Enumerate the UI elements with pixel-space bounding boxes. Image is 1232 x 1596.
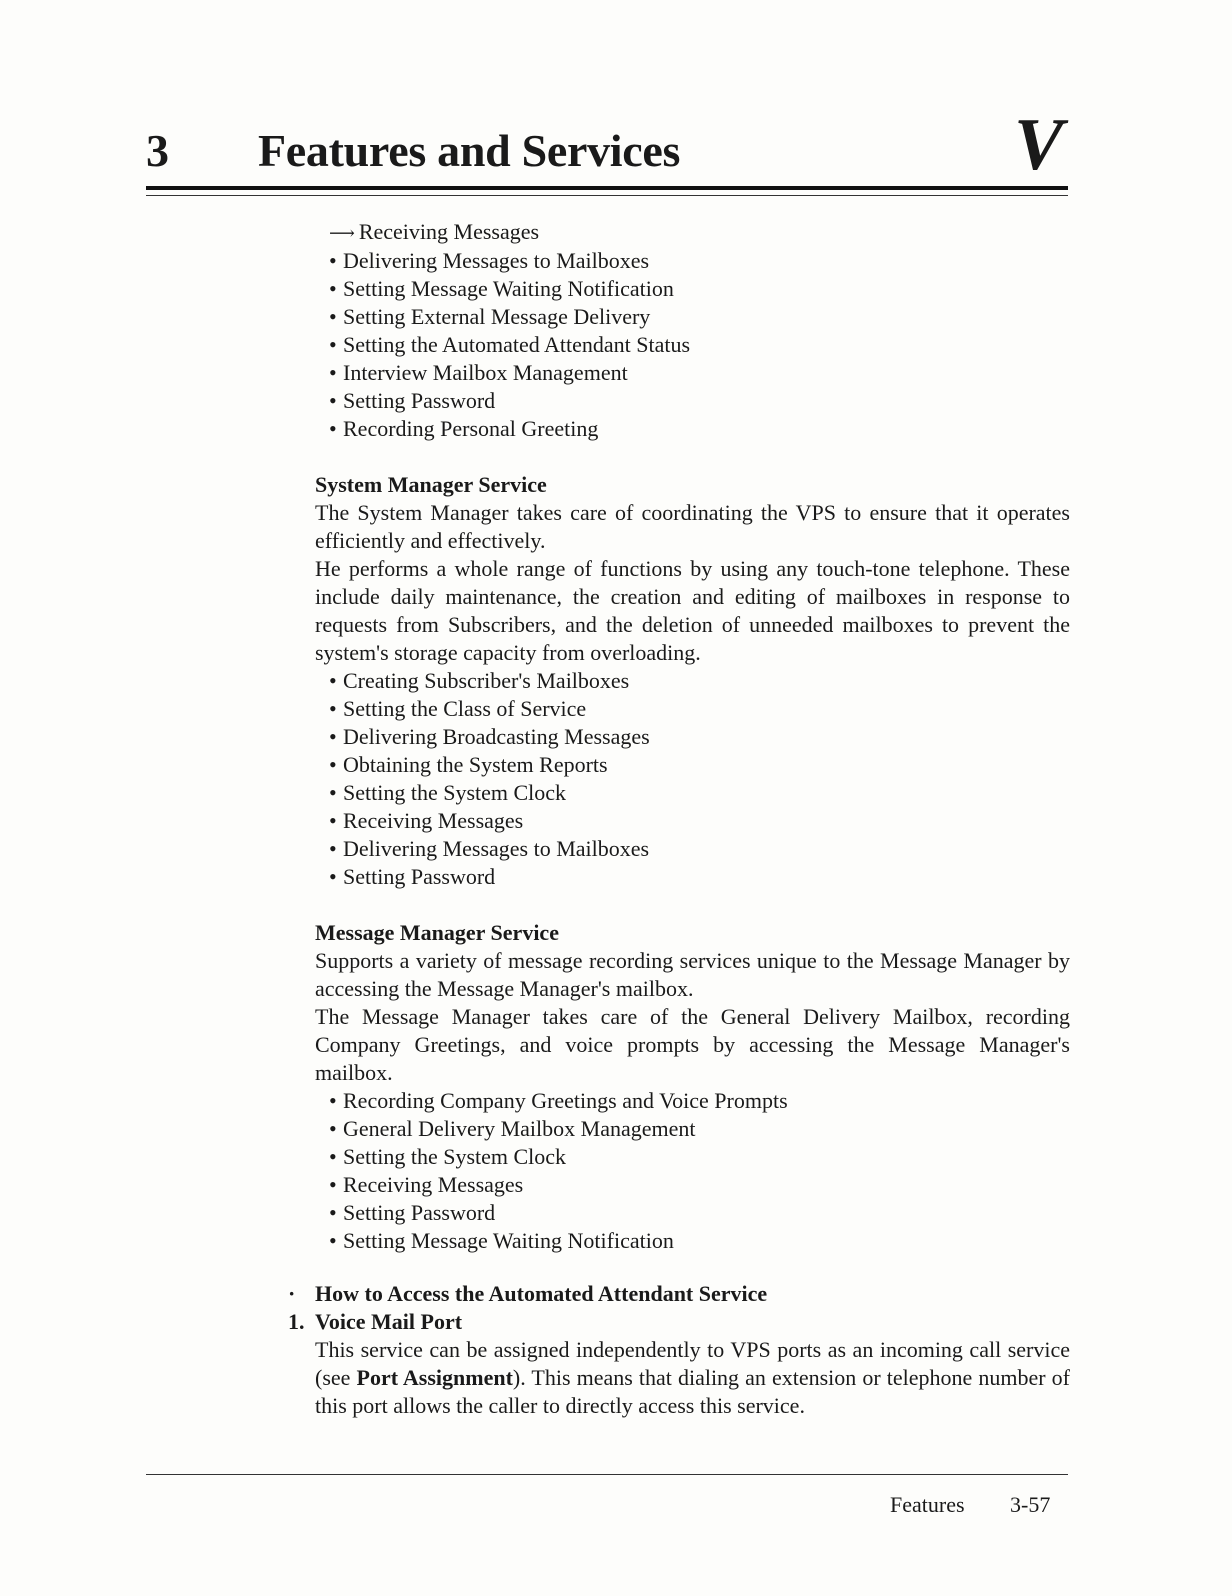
list-item <box>315 275 1070 303</box>
bullet-icon: • <box>329 388 337 413</box>
header-rule-thin <box>146 195 1068 196</box>
voice-mail-port-heading <box>288 1308 1070 1336</box>
chapter-number: 3 <box>146 125 169 176</box>
system-manager-list <box>315 667 1070 891</box>
list-item <box>315 1087 1070 1115</box>
list-item <box>315 303 1070 331</box>
list-item-text: Setting Password <box>343 388 496 413</box>
list-item-text: Creating Subscriber's Mailboxes <box>343 668 630 693</box>
system-manager-para-1: The System Manager takes care of coordinating the VPS to ensure that it operates efficiently and effectively. <box>315 500 1070 553</box>
item-number: 1. <box>288 1309 305 1334</box>
list-item-text: Setting the System Clock <box>343 780 567 805</box>
list-item-text: Delivering Messages to Mailboxes <box>343 836 650 861</box>
bullet-icon: • <box>329 696 337 721</box>
list-item-text: Receiving Messages <box>343 1172 524 1197</box>
bullet-icon: • <box>329 1172 337 1197</box>
list-item-text: Setting Message Waiting Notification <box>343 276 674 301</box>
list-item-text: Delivering Broadcasting Messages <box>343 724 650 749</box>
list-item-text: Setting External Message Delivery <box>343 304 651 329</box>
list-item-text: Setting the Automated Attendant Status <box>343 332 691 357</box>
message-manager-para-2: The Message Manager takes care of the General Delivery Mailbox, recording Company Greetings, and voice prompts by accessing the Message Manager's mailbox. <box>315 1004 1070 1085</box>
list-item <box>315 695 1070 723</box>
access-bullet: · <box>288 1281 296 1306</box>
list-item <box>315 415 1070 443</box>
list-item-text: General Delivery Mailbox Management <box>343 1116 696 1141</box>
list-item <box>315 863 1070 891</box>
bullet-icon: • <box>329 304 337 329</box>
list-item <box>315 807 1070 835</box>
list-item <box>315 723 1070 751</box>
list-item <box>315 359 1070 387</box>
header-rule-thick <box>146 186 1068 190</box>
footer-rule <box>146 1474 1068 1475</box>
list-item <box>315 1171 1070 1199</box>
bullet-icon: • <box>329 360 337 385</box>
list-item-text: Obtaining the System Reports <box>343 752 608 777</box>
list-item <box>315 331 1070 359</box>
list-item <box>315 1143 1070 1171</box>
list-item-text: Setting the Class of Service <box>343 696 587 721</box>
list-item <box>315 779 1070 807</box>
list-item-text: Delivering Messages to Mailboxes <box>343 248 650 273</box>
message-manager-title: Message Manager Service <box>315 920 559 945</box>
bullet-icon: • <box>329 1200 337 1225</box>
item-title: Voice Mail Port <box>315 1309 463 1334</box>
bullet-icon: • <box>329 864 337 889</box>
footer-section: Features <box>890 1492 965 1517</box>
system-manager-title: System Manager Service <box>315 472 547 497</box>
bullet-icon: • <box>329 416 337 441</box>
bullet-icon: • <box>329 332 337 357</box>
list-item-text: Interview Mailbox Management <box>343 360 628 385</box>
list-item-text: Setting Message Waiting Notification <box>343 1228 674 1253</box>
bullet-icon: • <box>329 724 337 749</box>
list-item-text: Recording Company Greetings and Voice Prompts <box>343 1088 788 1113</box>
list-item <box>315 835 1070 863</box>
list-item-text: Setting Password <box>343 1200 496 1225</box>
list-item <box>315 247 1070 275</box>
list-item-arrow <box>315 218 1070 247</box>
bullet-icon: • <box>329 808 337 833</box>
access-heading <box>288 1280 1070 1308</box>
bullet-icon: • <box>329 668 337 693</box>
body-text-before: This service can be assigned independently to VPS ports as an incoming call service (see <box>315 1337 1070 1390</box>
list-item <box>315 1199 1070 1227</box>
bullet-icon: • <box>329 1088 337 1113</box>
page-title: Features and Services <box>258 125 681 176</box>
port-assignment-ref: Port Assignment <box>356 1365 513 1390</box>
list-item <box>315 387 1070 415</box>
body-text-after: ). This means that dialing an extension or telephone number of this port allows the caller to directly access this service. <box>315 1365 1070 1418</box>
access-section <box>288 1280 1070 1420</box>
list-item <box>315 1227 1070 1255</box>
page-number: 3-57 <box>1010 1492 1051 1517</box>
message-manager-para-1: Supports a variety of message recording services unique to the Message Manager by accessing the Message Manager's mailbox. <box>315 948 1070 1001</box>
list-item <box>315 751 1070 779</box>
list-item-text: Setting the System Clock <box>343 1144 567 1169</box>
list-item-text: Receiving Messages <box>358 219 540 244</box>
section-letter: V <box>1014 104 1064 186</box>
list-item-text: Setting Password <box>343 864 496 889</box>
bullet-icon: • <box>329 1116 337 1141</box>
access-heading-text: How to Access the Automated Attendant Service <box>315 1281 768 1306</box>
list-item-text: Recording Personal Greeting <box>343 416 599 441</box>
message-manager-list <box>315 1087 1070 1255</box>
system-manager-para-2: He performs a whole range of functions by using any touch-tone telephone. These include daily maintenance, the creation and editing of mailboxes in response to requests from Subscribers, and the deletion of unneeded mailboxes to prevent the system's storage capacity from overloading. <box>315 556 1070 665</box>
bullet-icon: • <box>329 1228 337 1253</box>
list-item-text: Receiving Messages <box>343 808 524 833</box>
arrow-icon: ⟶ <box>329 223 355 243</box>
list-item <box>315 667 1070 695</box>
list-top <box>315 218 1070 443</box>
bullet-icon: • <box>329 1144 337 1169</box>
bullet-icon: • <box>329 276 337 301</box>
bullet-icon: • <box>329 248 337 273</box>
bullet-icon: • <box>329 780 337 805</box>
voice-mail-port-body <box>288 1336 1070 1420</box>
list-item <box>315 1115 1070 1143</box>
bullet-icon: • <box>329 752 337 777</box>
bullet-icon: • <box>329 836 337 861</box>
main-content <box>315 218 1070 1255</box>
